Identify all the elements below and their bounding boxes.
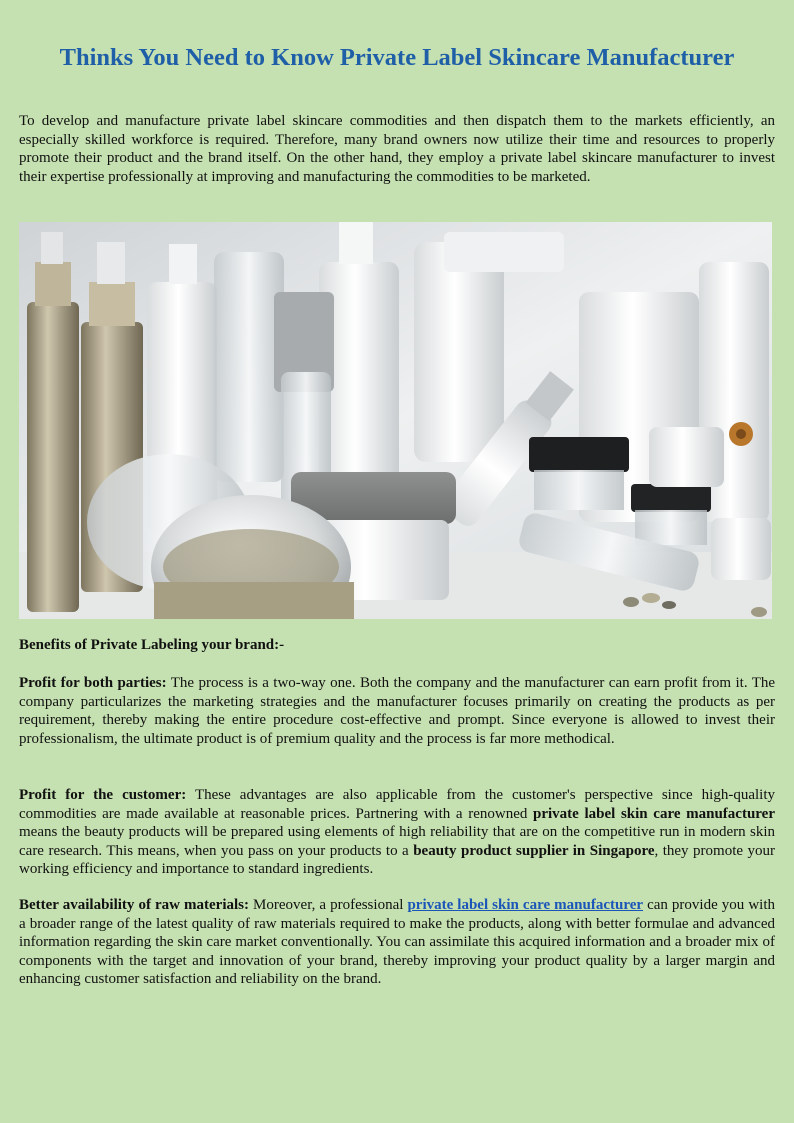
page-title: Thinks You Need to Know Private Label Skincare Manufacturer xyxy=(59,44,735,71)
benefit-paragraph-profit-both xyxy=(19,674,775,748)
benefit-text: can provide you with a broader range of the latest quality of raw materials required to make the products, along with better formulae and advanced information regarding the skin care market conventionally. You can assimilate this acquired information and a broader mix of components with the target and innovation of your brand, thereby improving your product quality by a larger margin and enhancing customer satisfaction and reliability on the brand. xyxy=(19,897,775,988)
benefits-heading: Benefits of Private Labeling your brand:- xyxy=(19,637,285,653)
manufacturer-link[interactable]: private label skin care manufacturer xyxy=(407,897,644,913)
bold-phrase: private label skin care manufacturer xyxy=(533,805,776,822)
benefit-text: These advantages are also applicable from the customer's perspective since high-quality commodities are made available at reasonable prices. Partnering with a renowned xyxy=(19,787,775,822)
benefit-paragraph-profit-customer xyxy=(19,786,775,879)
benefit-text: The process is a two-way one. Both the company and the manufacturer can earn profit from it. The company particularizes the marketing strategies and the manufacturer focuses primarily on creating the products as per requirement, thereby making the entire procedure cost-effective and prompt. Since everyone is allowed to invest their professionalism, the ultimate product is of premium quality and the process is far more methodical. xyxy=(19,675,776,747)
benefit-text: Moreover, a professional xyxy=(249,897,408,913)
benefit-lead: Better availability of raw materials: xyxy=(19,897,249,913)
benefit-text: means the beauty products will be prepared using elements of high reliability that are on the competitive run in modern skin care research. This means, when you pass on your products to a xyxy=(19,824,775,859)
intro-paragraph: To develop and manufacture private label skincare commodities and then dispatch them to the markets efficiently, an especially skilled workforce is required. Therefore, many brand owners now utilize their time and resources to properly promote their product and the brand itself. On the other hand, they employ a private label skincare manufacturer to invest their expertise professionally at improving and manufacturing the commodities to be marketed. xyxy=(19,113,775,185)
bold-phrase: beauty product supplier in Singapore xyxy=(413,842,655,859)
benefit-paragraph-raw-materials xyxy=(19,896,775,989)
benefit-lead: Profit for both parties: xyxy=(19,675,167,691)
benefit-text: , they promote your working efficiency and importance to standard ingredients. xyxy=(19,842,775,878)
benefit-lead: Profit for the customer: xyxy=(19,787,187,803)
skincare-containers-photo xyxy=(19,222,772,619)
